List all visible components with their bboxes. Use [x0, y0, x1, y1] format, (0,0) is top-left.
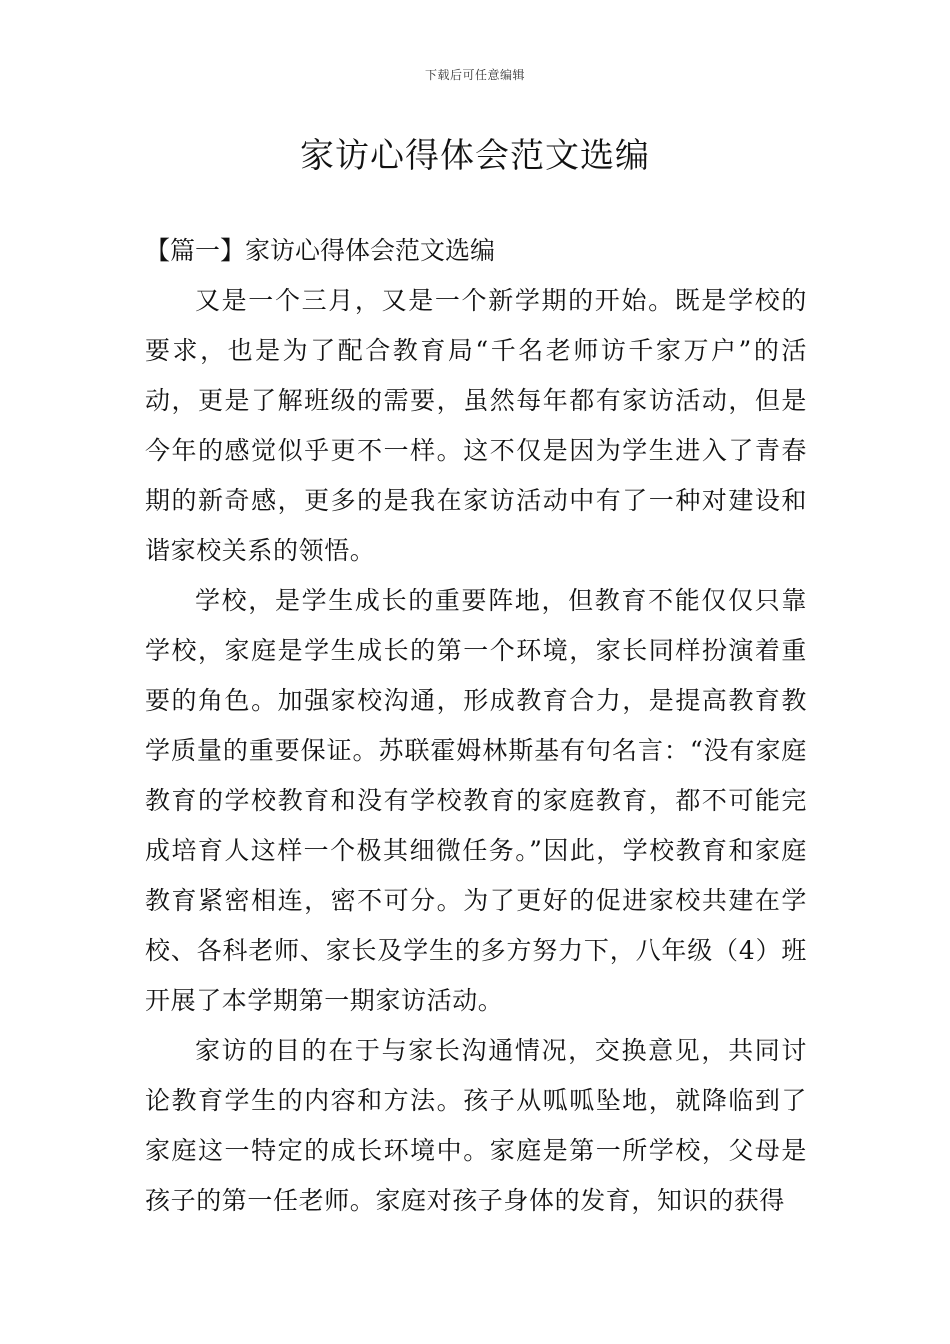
paragraph-1: 又是一个三月，又是一个新学期的开始。既是学校的要求，也是为了配合教育局“千名老师访千家万户”的活动，更是了解班级的需要，虽然每年都有家访活动，但是今年的感觉似乎更不一样。这不仅是因为学生进入了青春期的新奇感，更多的是我在家访活动中有了一种对建设和谐家校关系的领悟。: [145, 286, 807, 565]
document-title: 家访心得体会范文选编: [300, 136, 650, 176]
document-body: [145, 226, 807, 1226]
header-note: 下载后可任意编辑: [424, 68, 525, 82]
paragraph-2: 学校，是学生成长的重要阵地，但教育不能仅仅只靠学校，家庭是学生成长的第一个环境，家长同样扮演着重要的角色。加强家校沟通，形成教育合力，是提高教育教学质量的重要保证。苏联霍姆林斯基有句名言：“没有家庭教育的学校教育和没有学校教育的家庭教育，都不可能完成培育人这样一个极其细微任务。”因此，学校教育和家庭教育紧密相连，密不可分。为了更好的促进家校共建在学校、各科老师、家长及学生的多方努力下，八年级（4）班开展了本学期第一期家访活动。: [145, 586, 807, 1015]
section-heading: 【篇一】家访心得体会范文选编: [145, 236, 496, 265]
paragraph-3: 家访的目的在于与家长沟通情况，交换意见，共同讨论教育学生的内容和方法。孩子从呱呱坠地，就降临到了家庭这一特定的成长环境中。家庭是第一所学校，父母是孩子的第一任老师。家庭对孩子身体的发育，知识的获得: [145, 1036, 807, 1215]
